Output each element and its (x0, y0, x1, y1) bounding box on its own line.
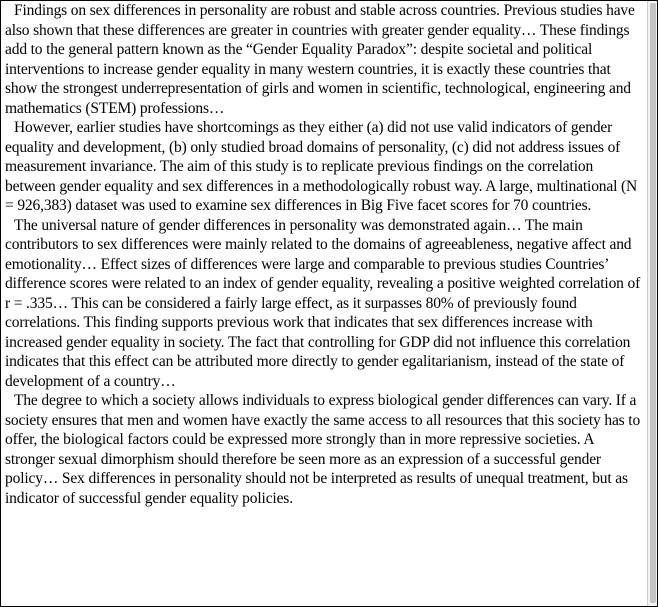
paragraph-3: The universal nature of gender differences in personality was demonstrated again… The main contributors to sex differences were mainly related to the domains of agreeableness, negative affect and emotionality… Effect sizes of differences were large and comparable to previous studies Countries’ difference scores were related to an index of gender equality, revealing a positive weighted correlation of r = .335… This can be considered a fairly large effect, as it surpasses 80% of previously found correlations. This finding supports previous work that indicates that sex differences increase with increased gender equality in society. The fact that controlling for GDP did not influence this correlation indicates that this effect can be attributed more directly to gender egalitarianism, instead of the state of development of a country… (5, 216, 641, 390)
paragraph-1: Findings on sex differences in personality are robust and stable across countries. Previous studies have also shown that these differences are greater in countries with greater gender equality… These findings add to the general pattern known as the “Gender Equality Paradox”: despite societal and political interventions to increase gender equality in many western countries, it is exactly these countries that show the strongest underrepresentation of girls and women in scientific, technological, engineering and mathematics (STEM) professions… (5, 2, 635, 117)
paragraph-2: However, earlier studies have shortcomings as they either (a) did not use valid indicators of gender equality and development, (b) only studied broad domains of personality, (c) did not address issues of measurement invariance. The aim of this study is to replicate previous findings on the correlation between gender equality and sex differences in a methodologically robust way. A large, multinational (N = 926,383) dataset was used to examine sex differences in Big Five facet scores for 70 countries. (5, 119, 638, 214)
vertical-scrollbar[interactable] (647, 1, 657, 606)
scrollbar-thumb[interactable] (650, 3, 656, 603)
document-body (5, 1, 645, 508)
paragraph-4: The degree to which a society allows individuals to express biological gender differences can vary. If a society ensures that men and women have exactly the same access to all resources that this society has to offer, the biological factors could be expressed more strongly than in more repressive societies. A stronger sexual dimorphism should therefore be seen more as an expression of a successful gender policy… Sex differences in personality should not be interpreted as results of unequal treatment, but as indicator of successful gender equality policies. (5, 392, 641, 507)
